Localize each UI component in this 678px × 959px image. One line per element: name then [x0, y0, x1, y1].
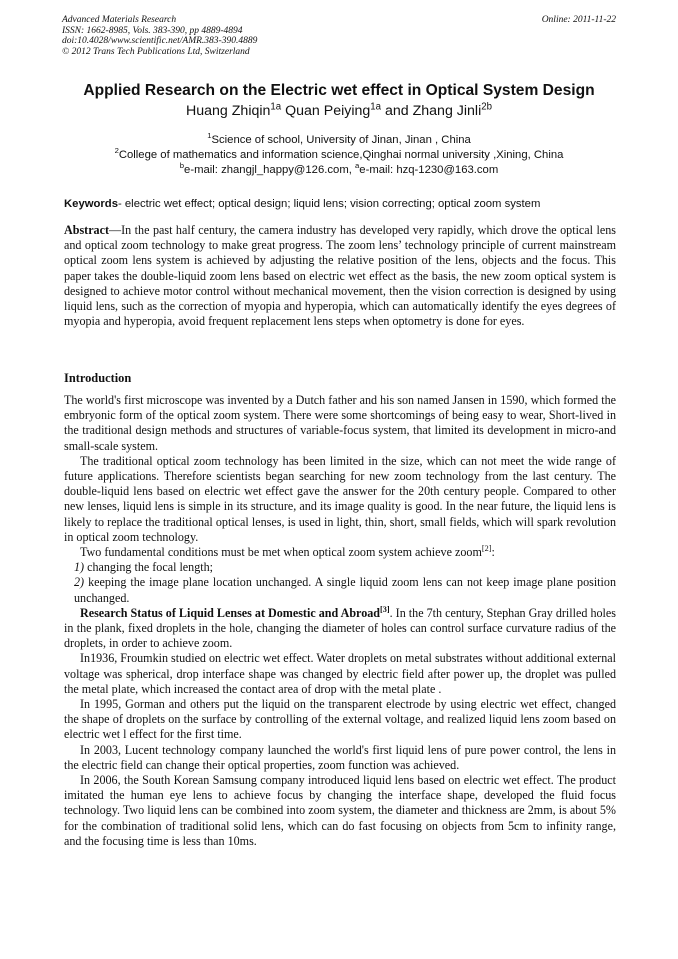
run-in-heading: Research Status of Liquid Lenses at Domestic and Abroad: [80, 605, 381, 620]
journal-issn: ISSN: 1662-8985, Vols. 383-390, pp 4889-4894: [62, 25, 243, 36]
affiliation-2: [40, 146, 638, 161]
email-b: e-mail: zhangjl_happy@126.com,: [184, 164, 352, 176]
citation: [2]: [481, 544, 492, 553]
list-number: 2): [74, 575, 85, 590]
journal-copyright: © 2012 Trans Tech Publications Ltd, Switzerland: [62, 46, 250, 57]
email-a: e-mail: hzq-1230@163.com: [359, 164, 499, 176]
list-text: changing the focal length;: [84, 560, 214, 575]
introduction-body: [64, 393, 616, 849]
keywords: [64, 198, 616, 210]
list-item: [64, 575, 616, 605]
paragraph-text: :: [491, 545, 495, 560]
paragraph: The world's first microscope was invented by a Dutch father and his son named Jansen in 1590, which formed the embryonic form of the optical zoom system. There were some shortcomings of being easy to wear, Short-lived in the traditional design methods and structures of variable-focus system, that limited its development in micro-and small-scale system.: [64, 393, 616, 453]
affiliation-text: College of mathematics and information science,Qinghai normal university ,Xining, China: [118, 149, 564, 161]
author-sup: 2b: [481, 101, 492, 113]
paragraph-text: . In the 7th century, Stephan Gray drilled holes in the plank, fixed droplets in the hole, changing the diameter of holes can control surface curvature radius of the droplets, in order to achieve zoom.: [64, 605, 616, 651]
affiliation-text: Science of school, University of Jinan, Jinan , China: [211, 134, 471, 146]
journal-doi: doi:10.4028/www.scientific.net/AMR.383-390.4889: [62, 36, 258, 46]
author-sup: 1a: [270, 101, 282, 113]
paragraph: In 2003, Lucent technology company launched the world's first liquid lens of pure power control, the lens in the electric field can change their optical properties, zoom function was achieved.: [64, 742, 616, 772]
paragraph: The traditional optical zoom technology has been limited in the size, which can not meet the wide range of future applications. Therefore scientists began searching for new zoom technology from the last century. The double-liquid lens based on electric wet effect gave the answer for the 20th century people. Compared to other new lenses, liquid lens is simple in its structure, and its image quality is good. In the near future, the liquid lens is likely to replace the traditional optical lenses, is used in light, thin, short, small fields, which will spark revolution in optical zoom technology.: [64, 453, 616, 544]
author-list: [40, 103, 638, 119]
journal-header: [62, 15, 616, 57]
list-item: [64, 560, 616, 575]
author-name: Huang Zhiqin: [186, 103, 271, 119]
affiliation-sup: 1: [207, 131, 212, 141]
list-text: keeping the image plane location unchanged. A single liquid zoom lens can not keep image plane position unchanged.: [74, 575, 616, 605]
keywords-label: Keywords: [64, 198, 118, 210]
author-sup: 1a: [370, 101, 382, 113]
author-name: Zhang Jinli: [412, 103, 482, 119]
email-sup: a: [355, 161, 360, 171]
paragraph: [64, 545, 616, 560]
list-number: 1): [74, 560, 85, 575]
paragraph: In 2006, the South Korean Samsung company introduced liquid lens based on electric wet effect. The product imitated the human eye lens to achieve focus by changing the interface shape, developed the fluid focus technology. Two liquid lens can be combined into zoom system, the diameter and thickness are 2mm, is about 5% for the combination of traditional solid lens, which can do fast focusing on objects from 5cm to infinity range, and the focusing time is less than 10ms.: [64, 773, 616, 848]
author-and: and: [384, 103, 409, 119]
journal-name: Advanced Materials Research: [62, 15, 177, 25]
section-heading-introduction: Introduction: [64, 371, 132, 385]
affiliation-sup: 2: [114, 146, 119, 156]
paragraph: In1936, Froumkin studied on electric wet effect. Water droplets on metal substrates without additional external voltage was spherical, drop interface shape was changed by electric field after power up, the droplet was pulled the metal plate, which increased the contact area of drop with the metal plate .: [64, 651, 616, 696]
abstract-label: Abstract: [64, 223, 110, 237]
author-name: Quan Peiying: [285, 103, 371, 119]
keywords-text: - electric wet effect; optical design; liquid lens; vision correcting; optical zoom system: [118, 198, 541, 210]
affiliation-1: [40, 131, 638, 146]
email-line: [40, 161, 638, 176]
abstract-text: —In the past half century, the camera industry has developed very rapidly, which drove the optical lens and optical zoom technology to make great progress. The zoom lens’ technology principle of current mainstream optical zoom lens system is achieved by adjusting the relative position of the lens, objects and the focus. This paper takes the double-liquid zoom lens based on electric wet effect as the basis, the new zoom optical system is designed to achieve motor control without mechanical movement, then the vision correction is designed by using liquid lens, such as the correction of myopia and hyperopia, which can automatically identify the eyes degrees of myopia and hyperopia, avoid frequent replacement lens steps when optometry is done for eyes.: [64, 223, 616, 329]
paragraph: In 1995, Gorman and others put the liquid on the transparent electrode by using electric wet effect, changed the shape of droplets on the surface by controlling of the external voltage, and realized liquid lens zoom based on electric wet l effect for the first time.: [64, 697, 616, 742]
email-sup: b: [179, 161, 185, 171]
paragraph: [64, 606, 616, 652]
paper-title: Applied Research on the Electric wet effect in Optical System Design: [83, 82, 595, 99]
citation: [3]: [380, 604, 390, 614]
abstract: [64, 223, 616, 329]
paragraph-text: Two fundamental conditions must be met when optical zoom system achieve zoom: [80, 545, 482, 560]
online-date: Online: 2011-11-22: [541, 15, 616, 25]
